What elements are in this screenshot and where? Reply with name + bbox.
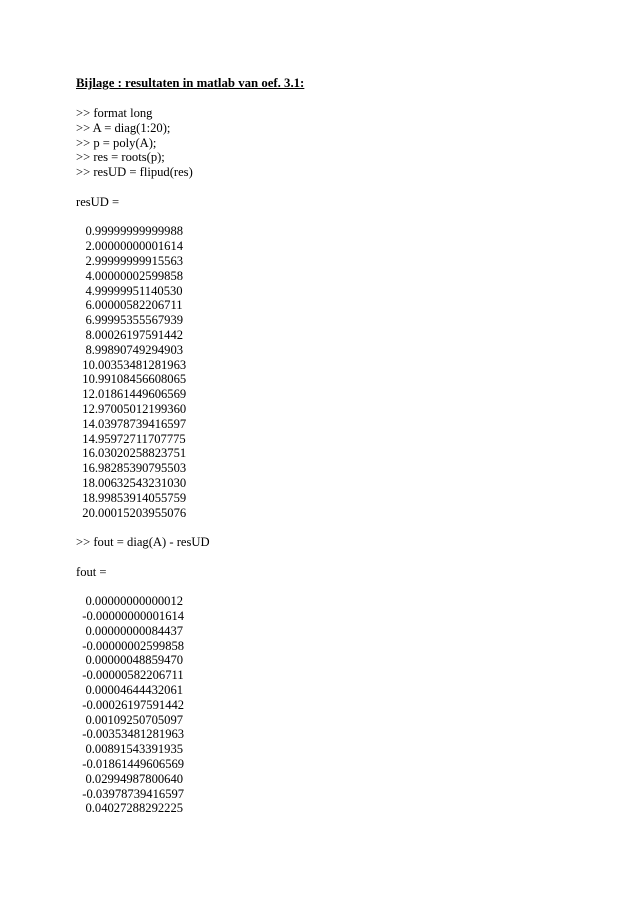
spacer bbox=[76, 580, 576, 595]
value-line: 10.00353481281963 bbox=[76, 357, 187, 372]
value-line: 18.99853914055759 bbox=[76, 490, 187, 505]
value-line: 0.00000000084437 bbox=[76, 623, 184, 638]
value-line: -0.03978739416597 bbox=[76, 786, 185, 801]
value-line: -0.00026197591442 bbox=[76, 697, 185, 712]
fout-command: >> fout = diag(A) - resUD bbox=[76, 535, 210, 550]
spacer bbox=[76, 550, 576, 565]
spacer bbox=[76, 210, 576, 225]
value-line: 6.00000582206711 bbox=[76, 298, 183, 313]
value-line: 0.00109250705097 bbox=[76, 712, 184, 727]
value-line: 2.00000000001614 bbox=[76, 239, 184, 254]
fout-label: fout = bbox=[76, 564, 107, 579]
value-line: 0.99999999999988 bbox=[76, 224, 184, 239]
command-line: >> A = diag(1:20); bbox=[76, 120, 171, 135]
spacer bbox=[76, 520, 576, 535]
value-line: -0.00000582206711 bbox=[76, 668, 184, 683]
value-line: 14.03978739416597 bbox=[76, 416, 187, 431]
value-line: 16.03020258823751 bbox=[76, 446, 187, 461]
value-line: 0.00000000000012 bbox=[76, 594, 184, 609]
value-line: 14.95972711707775 bbox=[76, 431, 186, 446]
document-page bbox=[76, 76, 576, 816]
resUD-label: resUD = bbox=[76, 194, 120, 209]
command-line: >> res = roots(p); bbox=[76, 150, 165, 165]
document-title: Bijlage : resultaten in matlab van oef. 3.1: bbox=[76, 76, 305, 90]
value-line: 12.97005012199360 bbox=[76, 401, 187, 416]
command-line: >> resUD = flipud(res) bbox=[76, 165, 193, 180]
value-line: 6.99995355567939 bbox=[76, 313, 184, 328]
command-line: >> p = poly(A); bbox=[76, 135, 157, 150]
value-line: 4.00000002599858 bbox=[76, 268, 184, 283]
value-line: 20.00015203955076 bbox=[76, 505, 187, 520]
value-line: 12.01861449606569 bbox=[76, 387, 187, 402]
command-line: >> format long bbox=[76, 106, 153, 120]
value-line: 18.00632543231030 bbox=[76, 475, 187, 490]
value-line: 0.00004644432061 bbox=[76, 683, 184, 698]
value-line: 10.99108456608065 bbox=[76, 372, 187, 387]
value-line: 16.98285390795503 bbox=[76, 461, 187, 476]
value-line: 0.00000048859470 bbox=[76, 653, 184, 668]
value-line: 4.99999951140530 bbox=[76, 283, 183, 298]
resUD-values bbox=[76, 224, 576, 520]
command-block bbox=[76, 106, 576, 180]
value-line: 8.99890749294903 bbox=[76, 342, 184, 357]
fout-values bbox=[76, 594, 576, 816]
value-line: -0.01861449606569 bbox=[76, 757, 185, 772]
value-line: 0.00891543391935 bbox=[76, 742, 184, 757]
spacer bbox=[76, 180, 576, 195]
value-line: 8.00026197591442 bbox=[76, 327, 184, 342]
value-line: -0.00353481281963 bbox=[76, 727, 185, 742]
value-line: 0.04027288292225 bbox=[76, 801, 184, 816]
value-line: 2.99999999915563 bbox=[76, 253, 184, 268]
value-line: -0.00000000001614 bbox=[76, 609, 185, 624]
value-line: 0.02994987800640 bbox=[76, 771, 184, 786]
value-line: -0.00000002599858 bbox=[76, 638, 185, 653]
